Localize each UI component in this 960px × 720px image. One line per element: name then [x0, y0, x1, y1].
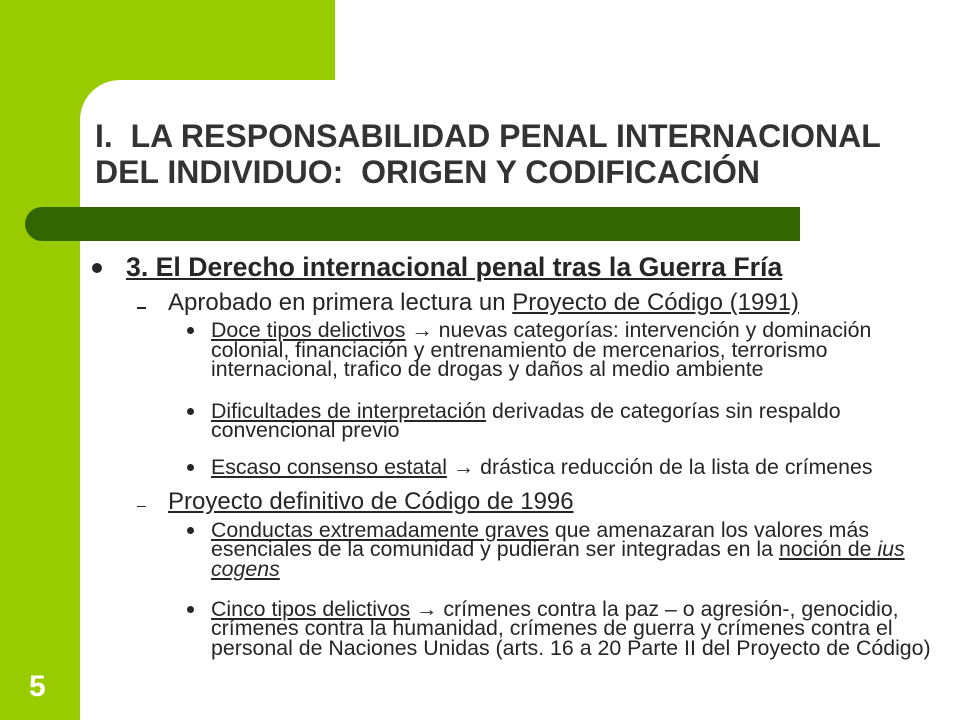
- arrow-icon: →: [416, 596, 438, 621]
- item-text: que amenazaran los valores más esenciales de la comunidad y pudieran ser integradas en la: [211, 517, 869, 561]
- subsection-final-draft: [168, 489, 960, 515]
- subsection-text: Aprobado en primera lectura un: [168, 289, 513, 316]
- top-accent-block: [0, 0, 335, 80]
- item-lead: Conductas extremadamente graves: [211, 517, 549, 542]
- bullet-dot: [187, 408, 194, 415]
- item-text: drástica reducción de la lista de crímenes: [474, 454, 873, 479]
- arrow-icon: →: [452, 454, 475, 479]
- section-heading-text: 3. El Derecho internacional penal tras la Guerra Fría: [126, 252, 783, 282]
- list-item: [211, 517, 941, 581]
- bullet-dot: [187, 464, 194, 471]
- item-lead: Dificultades de interpretación: [211, 398, 487, 423]
- title-line-2: DEL INDIVIDUO: ORIGEN Y CODIFICACIÓN: [95, 154, 760, 190]
- list-item: [211, 398, 941, 442]
- title-divider-bar: [25, 207, 800, 241]
- item-lead: Escaso consenso estatal: [211, 454, 447, 479]
- item-italic-term: ius cogens: [211, 537, 905, 581]
- subsection-underlined-text: Proyecto definitivo de Código de 1996: [168, 487, 574, 515]
- list-item: [211, 454, 941, 479]
- bullet-dot: [92, 263, 102, 273]
- title-line-1: I. LA RESPONSABILIDAD PENAL INTERNACIONAL: [95, 118, 881, 154]
- list-item: [211, 596, 941, 660]
- bullet-dot: [187, 327, 194, 334]
- slide-number: 5: [29, 670, 46, 703]
- slide-content: [0, 252, 960, 658]
- slide-title: [95, 118, 881, 190]
- item-text: crímenes contra la paz – o agresión-, genocidio, crímenes contra la humanidad, crímenes de guerra y crímenes contra el personal de Naciones Unidas (arts. 16 a 20 Parte II del Proyecto de Código): [211, 596, 931, 660]
- item-lead: Doce tipos delictivos: [211, 318, 406, 342]
- list-item: [211, 318, 941, 381]
- item-underlined-text: noción de: [778, 537, 878, 561]
- subsection-underlined-text: Proyecto de Código (1991): [512, 289, 800, 316]
- dash-bullet: [137, 307, 146, 309]
- item-text: nuevas categorías: intervención y dominación colonial, financiación y entrenamiento de mercenarios, terrorismo internacional, trafico de drogas y daños al medio ambiente: [211, 318, 872, 381]
- subsection-first-reading: [168, 290, 960, 316]
- item-lead: Cinco tipos delictivos: [211, 596, 411, 621]
- arrow-icon: →: [411, 318, 433, 342]
- dash-bullet: [137, 506, 146, 508]
- bullet-dot: [187, 606, 194, 613]
- section-heading: [126, 252, 960, 282]
- bullet-dot: [187, 527, 194, 534]
- item-text: derivadas de categorías sin respaldo convencional previo: [211, 398, 841, 442]
